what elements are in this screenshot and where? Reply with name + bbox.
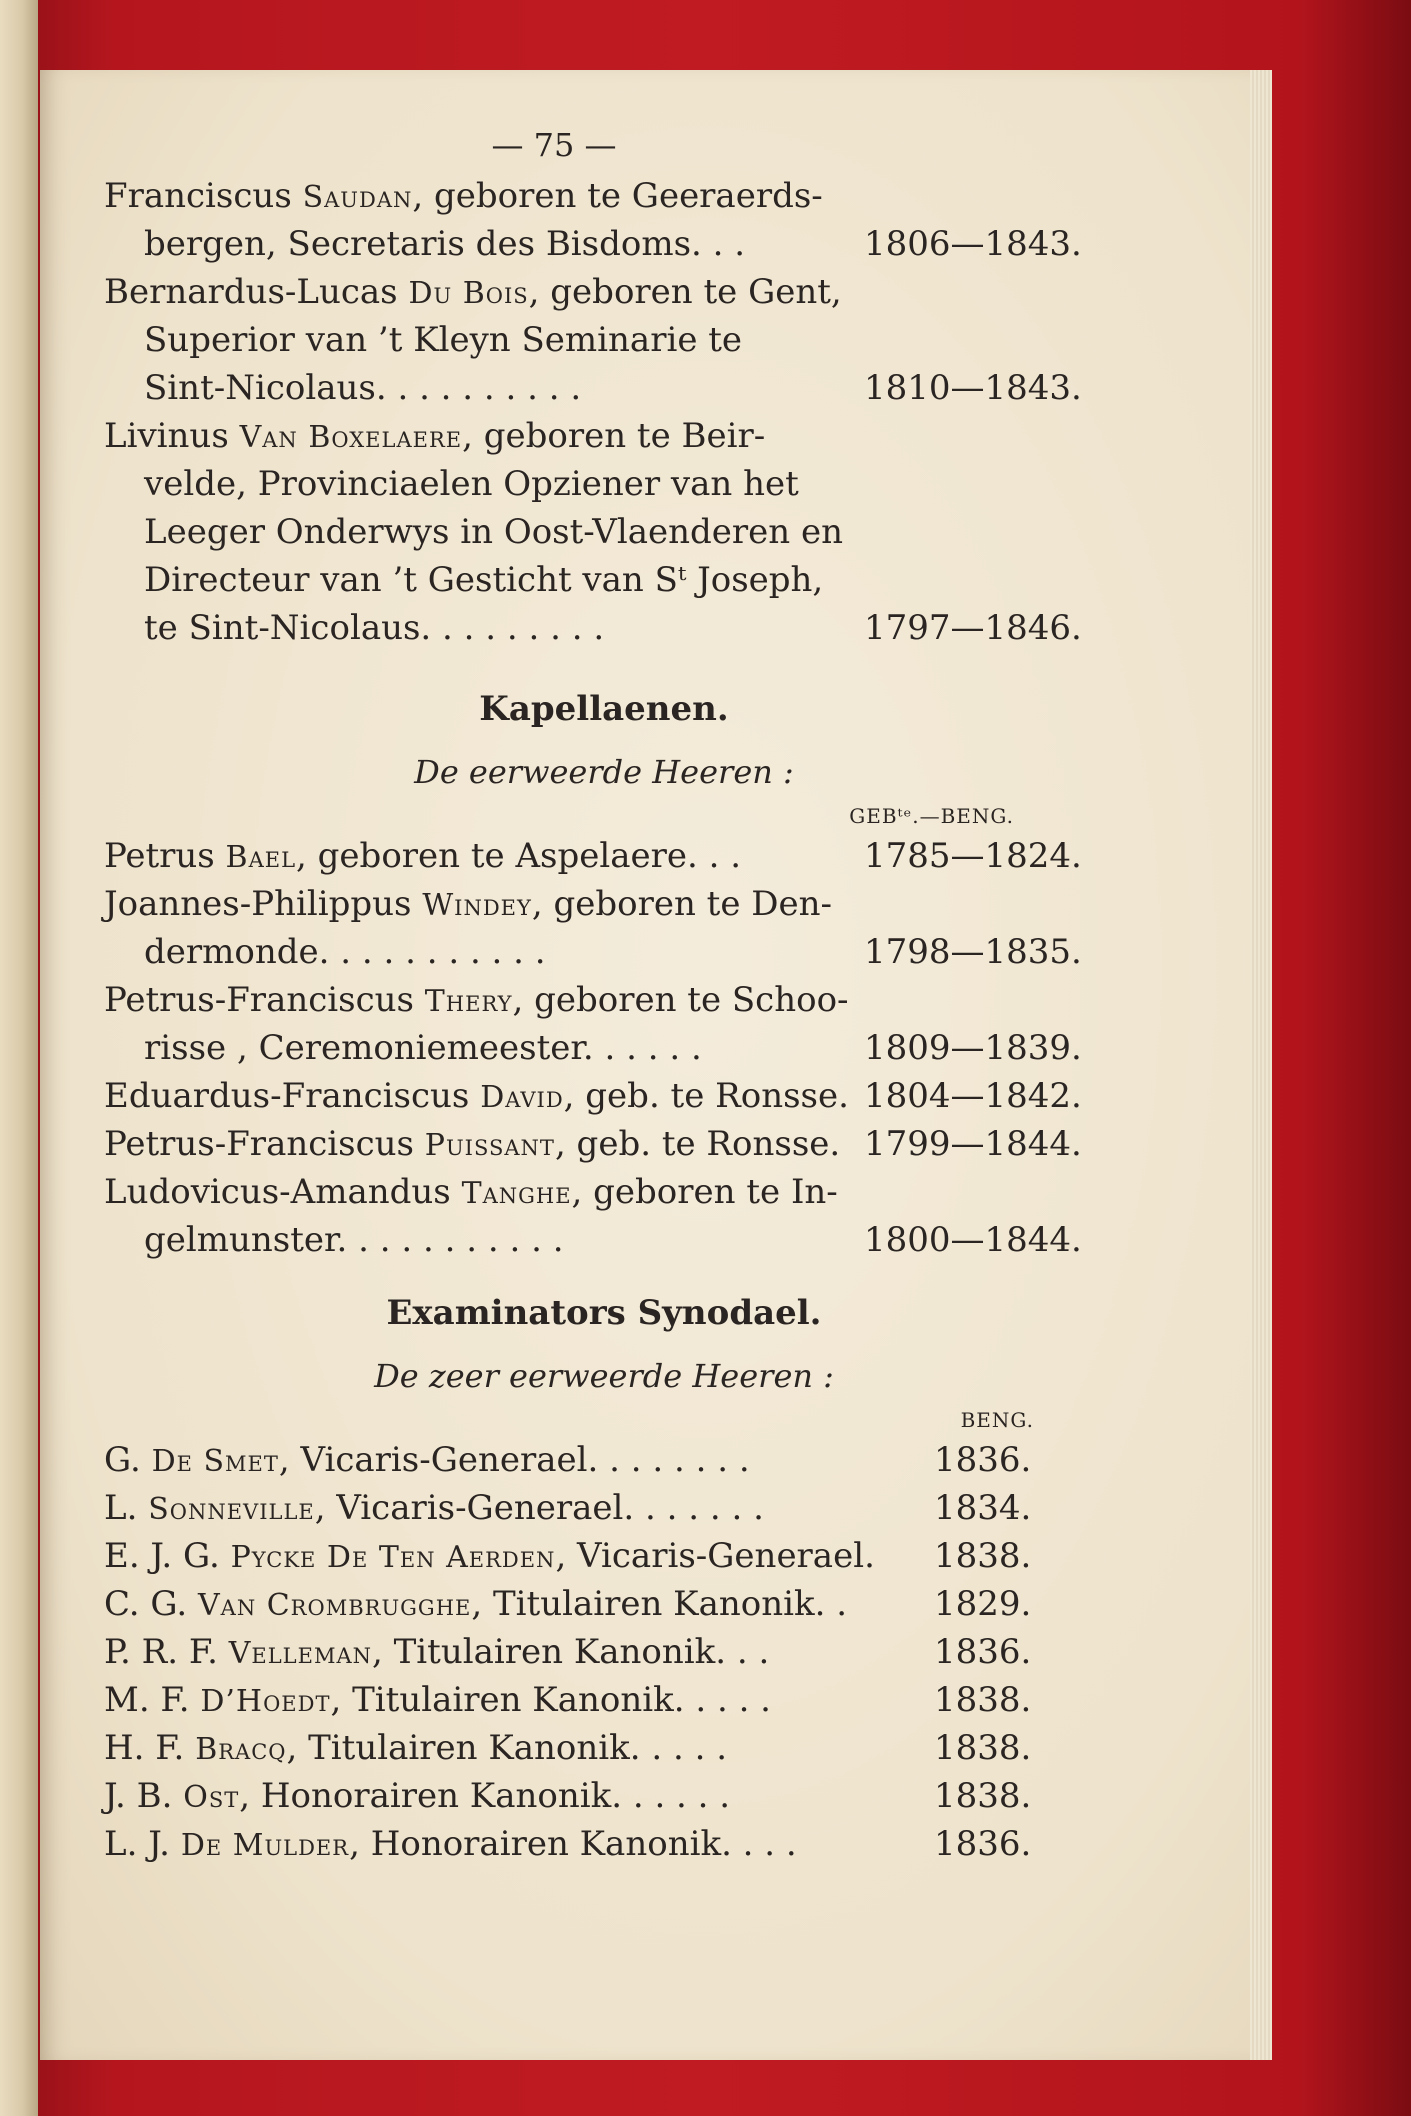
entry-thery bbox=[104, 976, 1104, 1072]
section-heading-examinators: Examinators Synodael. bbox=[386, 1293, 822, 1333]
entry-line bbox=[104, 412, 1104, 460]
list-item bbox=[104, 1532, 1204, 1580]
entry-dates: 1810—1843. bbox=[864, 368, 1082, 408]
surname: Saudan bbox=[302, 180, 413, 215]
entry-du-bois bbox=[104, 268, 1104, 412]
entry-line bbox=[104, 1024, 1104, 1072]
given-name: Petrus bbox=[104, 836, 226, 876]
entry-text: Sint-Nicolaus. . . . . . . . . . bbox=[144, 368, 582, 408]
entry-tanghe bbox=[104, 1168, 1104, 1264]
surname: Bael bbox=[225, 840, 297, 875]
surname: Sonneville bbox=[148, 1492, 315, 1527]
initials: J. B. bbox=[104, 1776, 184, 1816]
surname: Du Bois bbox=[408, 276, 529, 311]
entry-dates: 1799—1844. bbox=[864, 1124, 1082, 1164]
previous-page-edge bbox=[0, 0, 38, 2116]
column-header bbox=[104, 800, 1104, 832]
entry-year: 1834. bbox=[934, 1488, 1032, 1528]
entry-text: , geb. te Ronsse. bbox=[563, 1076, 849, 1116]
column-header bbox=[104, 1404, 1104, 1436]
column-header-label: GEBᵗᵉ.—BENG. bbox=[849, 804, 1014, 828]
given-name: Bernardus-Lucas bbox=[104, 272, 409, 312]
page-text bbox=[104, 118, 1204, 1868]
entry-line bbox=[104, 880, 1104, 928]
entry-text: bergen, Secretaris des Bisdoms. . . bbox=[144, 224, 746, 264]
column-header-label: BENG. bbox=[960, 1408, 1034, 1432]
entry-text: , Vicaris-Generael. . . . . . . . bbox=[278, 1440, 750, 1480]
entry-line bbox=[104, 556, 1104, 604]
section-subheading: De zeer eerweerde Heeren : bbox=[374, 1357, 834, 1395]
surname: Thery bbox=[424, 984, 513, 1019]
given-name: Eduardus-Franciscus bbox=[104, 1076, 481, 1116]
entry-text: , geboren te Beir- bbox=[462, 416, 766, 456]
entry-dates: 1800—1844. bbox=[864, 1220, 1082, 1260]
entry-david bbox=[104, 1072, 1104, 1120]
list-item bbox=[104, 1724, 1204, 1772]
entry-text: , geb. te Ronsse. bbox=[554, 1124, 841, 1164]
list-item bbox=[104, 1580, 1204, 1628]
surname: Ost bbox=[183, 1780, 240, 1815]
list-item bbox=[104, 1820, 1204, 1868]
entry-text: risse , Ceremoniemeester. . . . . . bbox=[144, 1028, 702, 1068]
entry-dates: 1806—1843. bbox=[864, 224, 1082, 264]
entry-year: 1838. bbox=[934, 1680, 1032, 1720]
surname: Van Crombrugghe bbox=[197, 1588, 472, 1623]
entry-text: , geboren te Gent, bbox=[528, 272, 842, 312]
entry-text: te Sint-Nicolaus. . . . . . . . . bbox=[144, 608, 605, 648]
entry-line bbox=[104, 1216, 1104, 1264]
list-item bbox=[104, 1772, 1204, 1820]
entry-dates: 1804—1842. bbox=[864, 1076, 1082, 1116]
entry-text: , Honorairen Kanonik. . . . bbox=[349, 1824, 797, 1864]
surname: Puissant bbox=[424, 1128, 555, 1163]
entry-line bbox=[104, 928, 1104, 976]
list-item bbox=[104, 1676, 1204, 1724]
surname: Van Boxelaere bbox=[239, 420, 463, 455]
surname: Tanghe bbox=[461, 1176, 572, 1211]
surname: D’Hoedt bbox=[200, 1684, 331, 1719]
given-name: Franciscus bbox=[104, 176, 303, 216]
entry-year: 1836. bbox=[934, 1440, 1032, 1480]
entry-text: velde, Provinciaelen Opziener van het bbox=[144, 464, 799, 504]
entry-line bbox=[104, 364, 1104, 412]
surname: David bbox=[480, 1080, 564, 1115]
entry-bael bbox=[104, 832, 1104, 880]
entry-dates: 1809—1839. bbox=[864, 1028, 1082, 1068]
given-name: Livinus bbox=[104, 416, 240, 456]
surname: Velleman bbox=[228, 1636, 372, 1671]
given-name: Ludovicus-Amandus bbox=[104, 1172, 462, 1212]
entry-text: , Titulairen Kanonik. . bbox=[471, 1584, 848, 1624]
entry-text: , Titulairen Kanonik. . . . . bbox=[330, 1680, 771, 1720]
entry-text: , geboren te Aspelaere. . . bbox=[296, 836, 742, 876]
entry-text: , Vicaris-Generael. . . . . . . bbox=[314, 1488, 764, 1528]
entry-text: Superior van ’t Kleyn Seminarie te bbox=[144, 320, 743, 360]
entry-line bbox=[104, 604, 1104, 652]
entry-text: , Honorairen Kanonik. . . . . . bbox=[239, 1776, 731, 1816]
examinators-list bbox=[104, 1436, 1204, 1868]
given-name: Petrus-Franciscus bbox=[104, 980, 425, 1020]
initials: M. F. bbox=[104, 1680, 201, 1720]
given-name: Joannes-Philippus bbox=[104, 884, 423, 924]
book-page bbox=[40, 70, 1250, 2060]
entry-line bbox=[104, 508, 1104, 556]
initials: L. bbox=[104, 1488, 149, 1528]
entry-dates: 1785—1824. bbox=[864, 836, 1082, 876]
entry-text: , Vicaris-Generael. bbox=[555, 1536, 875, 1576]
section-subheading: De eerweerde Heeren : bbox=[414, 753, 794, 791]
entry-line bbox=[104, 220, 1104, 268]
surname: De Mulder bbox=[180, 1828, 350, 1863]
entry-text: , geboren te Schoo- bbox=[512, 980, 849, 1020]
entry-line bbox=[104, 1120, 1104, 1168]
entry-text: , geboren te In- bbox=[571, 1172, 838, 1212]
entry-text: , Titulairen Kanonik. . . . . bbox=[286, 1728, 728, 1768]
initials: H. F. bbox=[104, 1728, 196, 1768]
entry-line bbox=[104, 268, 1104, 316]
entry-year: 1836. bbox=[934, 1824, 1032, 1864]
entry-text: , geboren te Den- bbox=[531, 884, 833, 924]
entry-year: 1836. bbox=[934, 1632, 1032, 1672]
entry-text: Leeger Onderwys in Oost-Vlaenderen en bbox=[144, 512, 843, 552]
entry-line bbox=[104, 172, 1104, 220]
entry-text: , Titulairen Kanonik. . . bbox=[372, 1632, 770, 1672]
entry-text: Directeur van ’t Gesticht van Sᵗ Joseph, bbox=[144, 560, 824, 600]
list-item bbox=[104, 1628, 1204, 1676]
section-heading-kapellaenen: Kapellaenen. bbox=[479, 689, 729, 729]
given-name: Petrus-Franciscus bbox=[104, 1124, 425, 1164]
entry-text: gelmunster. . . . . . . . . . . bbox=[144, 1220, 564, 1260]
entry-line bbox=[104, 460, 1104, 508]
list-item bbox=[104, 1436, 1204, 1484]
entry-dates: 1798—1835. bbox=[864, 932, 1082, 972]
entry-line bbox=[104, 1072, 1104, 1120]
entry-line bbox=[104, 1168, 1104, 1216]
entry-year: 1838. bbox=[934, 1536, 1032, 1576]
initials: P. R. F. bbox=[104, 1632, 229, 1672]
entry-text: , geboren te Geeraerds- bbox=[412, 176, 823, 216]
list-item bbox=[104, 1484, 1204, 1532]
surname: De Smet bbox=[151, 1444, 279, 1479]
entry-windey bbox=[104, 880, 1104, 976]
surname: Bracq bbox=[195, 1732, 287, 1767]
entry-saudan bbox=[104, 172, 1104, 268]
entry-line bbox=[104, 832, 1104, 880]
initials: G. bbox=[104, 1440, 152, 1480]
entry-text: dermonde. . . . . . . . . . . bbox=[144, 932, 546, 972]
entry-year: 1838. bbox=[934, 1776, 1032, 1816]
entry-dates: 1797—1846. bbox=[864, 608, 1082, 648]
initials: L. J. bbox=[104, 1824, 181, 1864]
entry-year: 1838. bbox=[934, 1728, 1032, 1768]
entry-year: 1829. bbox=[934, 1584, 1032, 1624]
surname: Windey bbox=[422, 888, 532, 923]
surname: Pycke De Ten Aerden bbox=[230, 1540, 556, 1575]
initials: E. J. G. bbox=[104, 1536, 231, 1576]
entry-puissant bbox=[104, 1120, 1104, 1168]
initials: C. G. bbox=[104, 1584, 198, 1624]
entry-line bbox=[104, 316, 1104, 364]
entry-van-boxelaere bbox=[104, 412, 1104, 652]
page-number: — 75 — bbox=[491, 126, 617, 164]
entry-line bbox=[104, 976, 1104, 1024]
